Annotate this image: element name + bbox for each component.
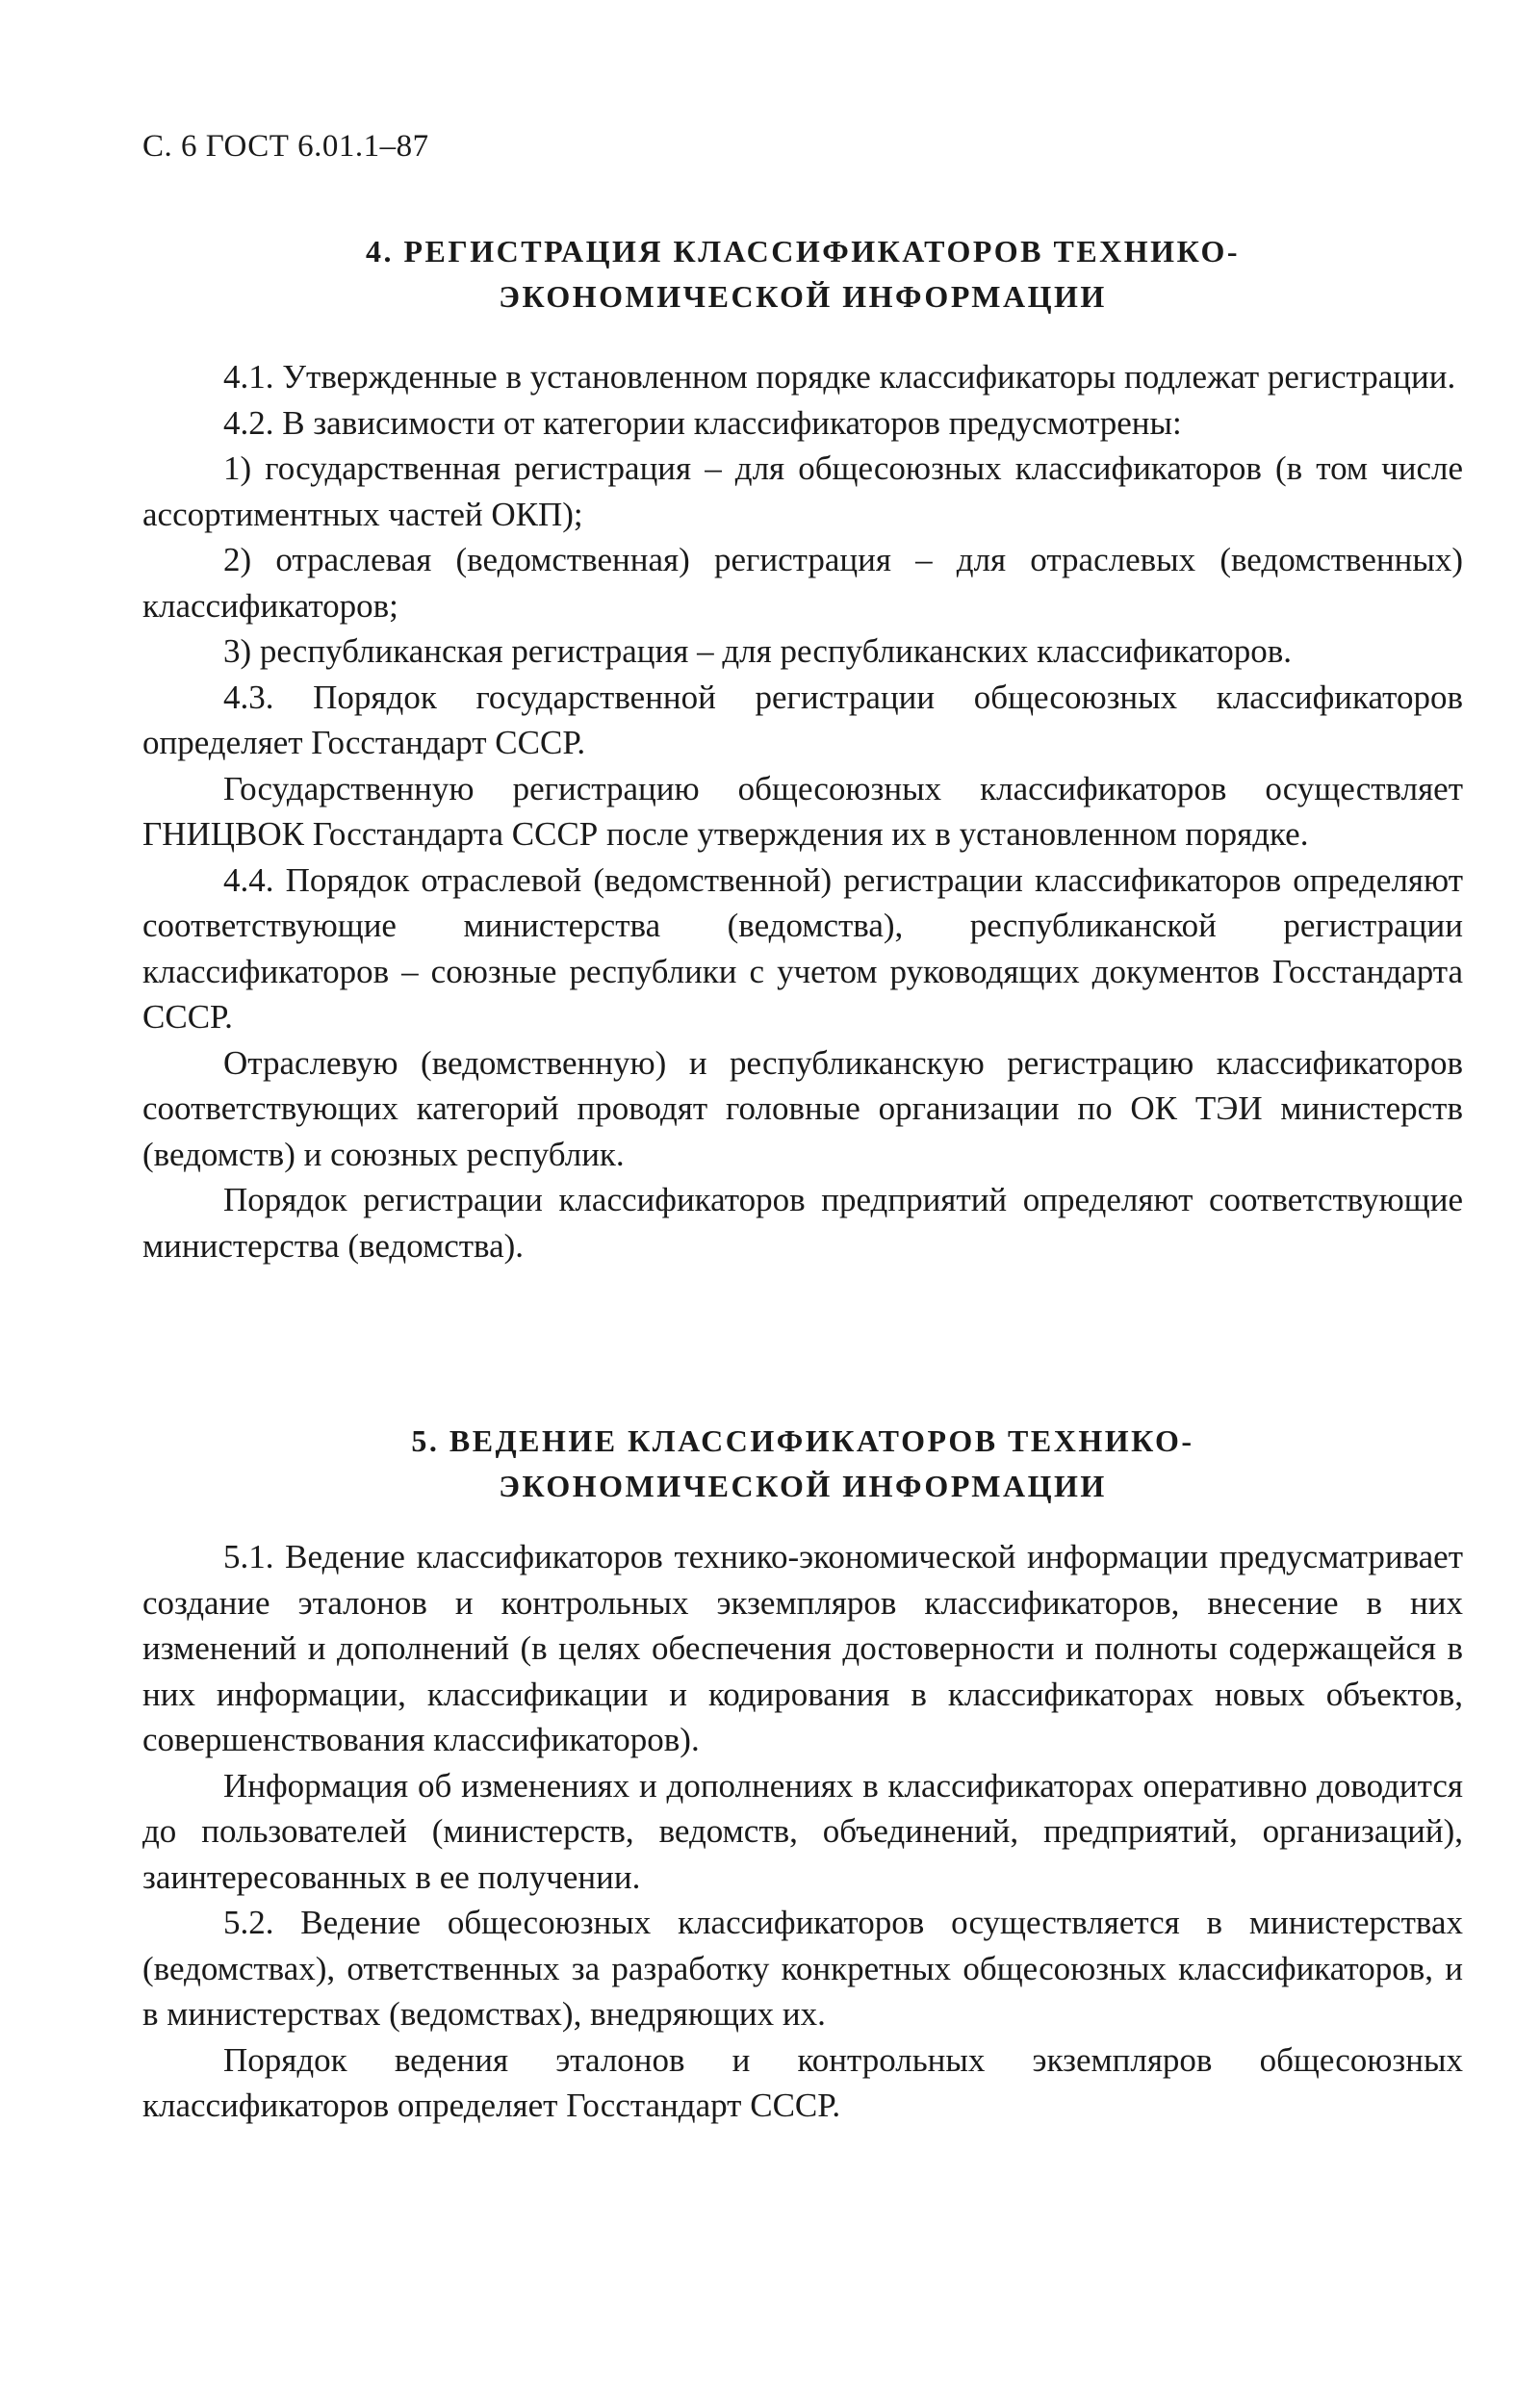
paragraph-4-4-b: Отраслевую (ведомственную) и республиканскую регистрацию классификаторов соответствующих категорий проводят головные организации по ОК ТЭИ министерств (ведомств) и союзных республик. [142, 1043, 1463, 1173]
paragraph-5-2: 5.2. Ведение общесоюзных классификаторов осуществляется в министерствах (ведомствах), ответственных за разработку конкретных общесоюзных классификаторов, и в министерствах (ведомствах), внедряющих их. [142, 1904, 1463, 2033]
paragraph-4-3: 4.3. Порядок государственной регистрации общесоюзных классификаторов определяет Госстандарт СССР. [142, 678, 1463, 761]
section-4-body [142, 354, 1463, 1268]
paragraph-4-1: 4.1. Утвержденные в установленном порядке классификаторы подлежат регистрации. [223, 358, 1456, 396]
section-4-title-line2: ЭКОНОМИЧЕСКОЙ ИНФОРМАЦИИ [499, 279, 1107, 314]
section-5-title [142, 1419, 1463, 1509]
paragraph-5-1: 5.1. Ведение классификаторов технико-экономической информации предусматривает создание эталонов и контрольных экземпляров классификаторов, внесение в них изменений и дополнений (в целях обеспечения достоверности и полноты содержащейся в них информации, классификации и кодирования в классификаторах новых объектов, совершенствования классификаторов). [142, 1538, 1463, 1758]
page-header: С. 6 ГОСТ 6.01.1–87 [142, 129, 429, 164]
paragraph-4-2-item-2: 2) отраслевая (ведомственная) регистрация – для отраслевых (ведомственных) классификаторов; [142, 541, 1463, 625]
section-4-title [142, 229, 1463, 320]
section-5-body [142, 1534, 1463, 2129]
section-4-title-line1: 4. РЕГИСТРАЦИЯ КЛАССИФИКАТОРОВ ТЕХНИКО- [365, 234, 1241, 269]
paragraph-4-2-item-3: 3) республиканская регистрация – для республиканских классификаторов. [223, 632, 1293, 670]
paragraph-5-1-b: Информация об изменениях и дополнениях в классификаторах оперативно доводится до пользователей (министерств, ведомств, объединений, предприятий, организаций), заинтересованных в ее получении. [142, 1766, 1463, 1896]
section-5-title-line1: 5. ВЕДЕНИЕ КЛАССИФИКАТОРОВ ТЕХНИКО- [411, 1423, 1194, 1458]
paragraph-4-2-item-1: 1) государственная регистрация – для общесоюзных классификаторов (в том числе ассортиментных частей ОКП); [142, 449, 1463, 533]
paragraph-4-3-b: Государственную регистрацию общесоюзных классификаторов осуществляет ГНИЦВОК Госстандарта СССР после утверждения их в установленном порядке. [142, 769, 1463, 853]
paragraph-4-4-c: Порядок регистрации классификаторов предприятий определяют соответствующие министерства (ведомства). [142, 1181, 1463, 1265]
paragraph-4-2: 4.2. В зависимости от категории классификаторов предусмотрены: [223, 403, 1182, 442]
section-5-title-line2: ЭКОНОМИЧЕСКОЙ ИНФОРМАЦИИ [499, 1469, 1107, 1503]
paragraph-5-2-b: Порядок ведения эталонов и контрольных экземпляров общесоюзных классификаторов определяет Госстандарт СССР. [142, 2040, 1463, 2124]
paragraph-4-4: 4.4. Порядок отраслевой (ведомственной) регистрации классификаторов определяют соответствующие министерства (ведомства), республиканской регистрации классификаторов – союзные республики с учетом руководящих документов Госстандарта СССР. [142, 860, 1463, 1036]
